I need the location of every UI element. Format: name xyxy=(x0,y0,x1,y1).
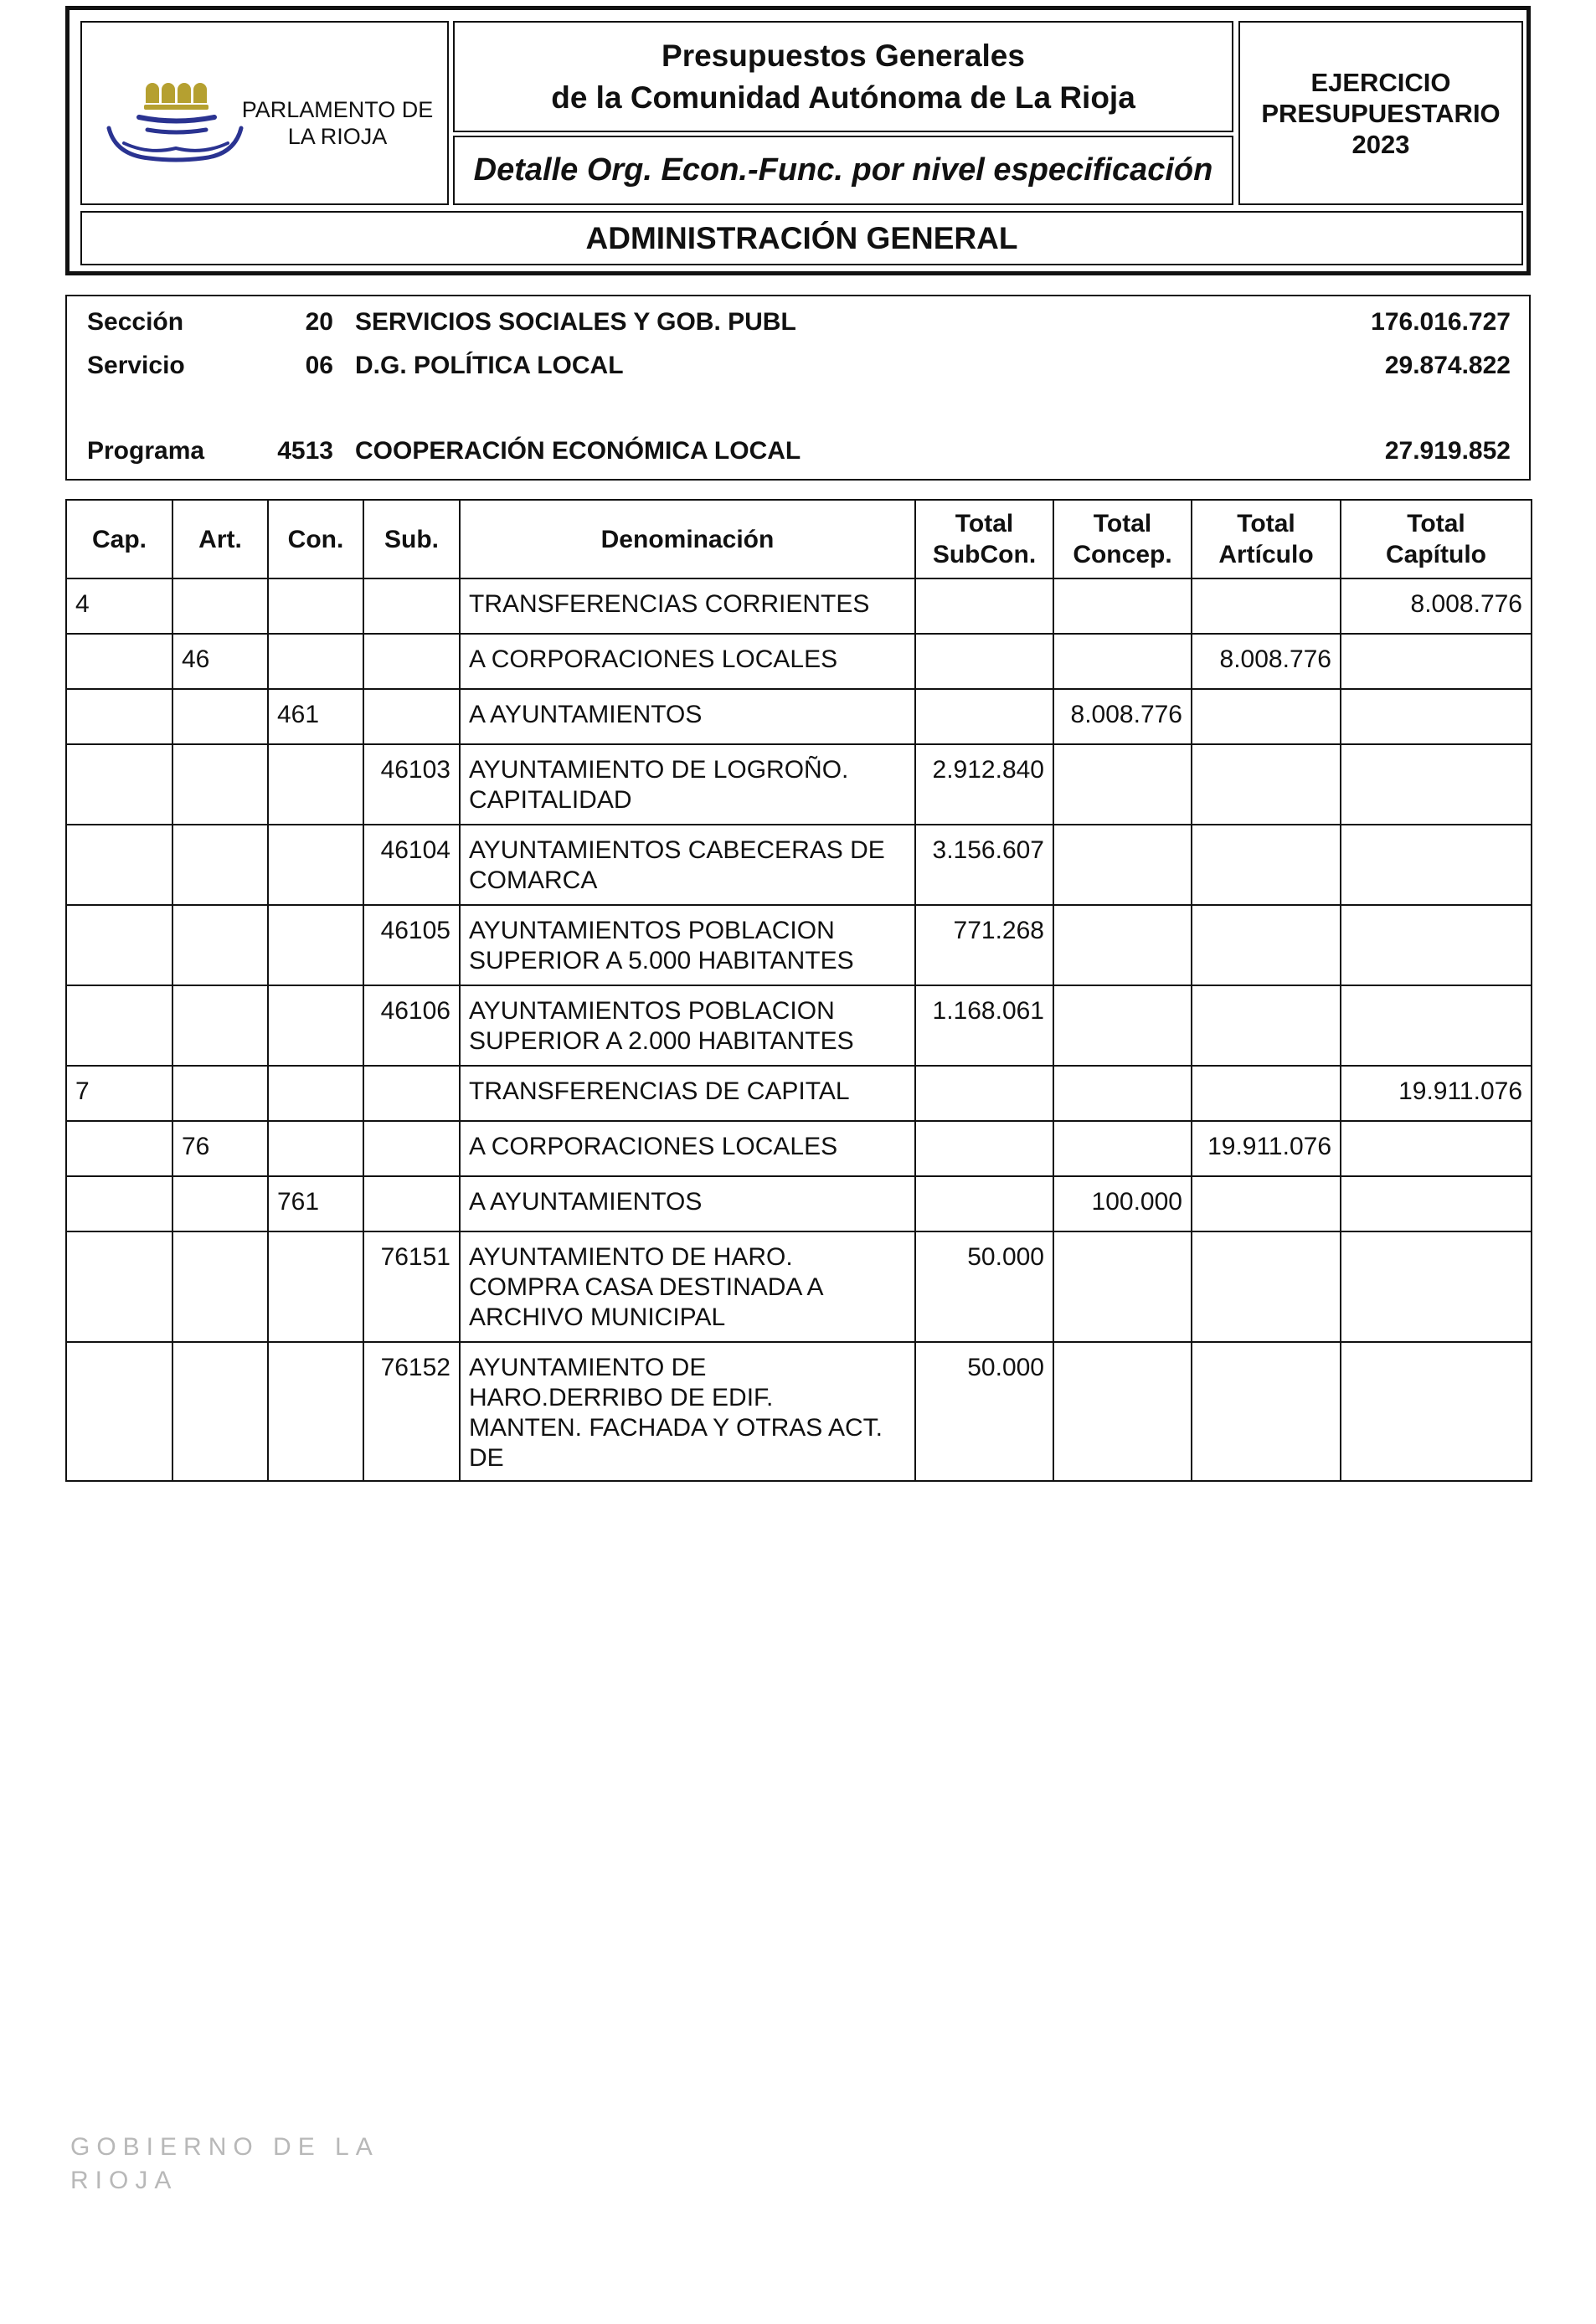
cell-total-capitulo xyxy=(1341,1342,1532,1481)
cell-total-subcon: 50.000 xyxy=(915,1231,1053,1342)
denominacion-line: COMARCA xyxy=(469,866,598,894)
cell-total-concep xyxy=(1053,1342,1192,1481)
cell-con xyxy=(268,578,363,634)
cell-total-articulo xyxy=(1192,689,1341,744)
cell-cap xyxy=(66,1176,172,1231)
denominacion-line: SUPERIOR A 5.000 HABITANTES xyxy=(469,947,854,974)
cell-total-concep xyxy=(1053,825,1192,905)
cell-total-articulo xyxy=(1192,1066,1341,1121)
seccion-code: 20 xyxy=(305,308,333,336)
cell-total-articulo xyxy=(1192,985,1341,1066)
cell-sub: 46106 xyxy=(363,985,460,1066)
cell-total-articulo xyxy=(1192,744,1341,825)
cell-total-concep: 8.008.776 xyxy=(1053,689,1192,744)
header-denominacion: Denominación xyxy=(460,500,915,578)
header-total-subcon-line1: Total xyxy=(955,510,1014,537)
cell-total-capitulo: 19.911.076 xyxy=(1341,1066,1532,1121)
cell-denominacion: A AYUNTAMIENTOS xyxy=(460,689,915,744)
year-line3: 2023 xyxy=(1351,129,1410,159)
denominacion-line: COMPRA CASA DESTINADA A xyxy=(469,1273,824,1301)
header-cap: Cap. xyxy=(66,500,172,578)
header-total-subcon xyxy=(915,500,1053,578)
cell-denominacion: TRANSFERENCIAS CORRIENTES xyxy=(460,578,915,634)
cell-total-subcon: 3.156.607 xyxy=(915,825,1053,905)
denominacion-line: HARO.DERRIBO DE EDIF. xyxy=(469,1384,774,1411)
cell-sub: 76152 xyxy=(363,1342,460,1481)
cell-cap: 4 xyxy=(66,578,172,634)
cell-total-concep xyxy=(1053,634,1192,689)
cell-denominacion: A CORPORACIONES LOCALES xyxy=(460,634,915,689)
year-line1: EJERCICIO xyxy=(1310,67,1451,97)
table-row xyxy=(66,578,1532,634)
header-total-concep xyxy=(1053,500,1192,578)
cell-total-concep xyxy=(1053,744,1192,825)
cell-cap xyxy=(66,985,172,1066)
cell-total-articulo: 8.008.776 xyxy=(1192,634,1341,689)
cell-cap xyxy=(66,689,172,744)
servicio-code: 06 xyxy=(305,352,333,379)
cell-art xyxy=(172,744,268,825)
cell-art xyxy=(172,1066,268,1121)
cell-total-subcon xyxy=(915,1121,1053,1176)
cell-art: 76 xyxy=(172,1121,268,1176)
cell-denominacion xyxy=(460,905,915,985)
cell-sub: 76151 xyxy=(363,1231,460,1342)
cell-con xyxy=(268,825,363,905)
cell-total-articulo xyxy=(1192,1231,1341,1342)
cell-art xyxy=(172,905,268,985)
cell-cap xyxy=(66,825,172,905)
programa-name: COOPERACIÓN ECONÓMICA LOCAL xyxy=(355,437,801,465)
cell-total-articulo xyxy=(1192,905,1341,985)
header-total-concep-line1: Total xyxy=(1093,510,1152,537)
cell-cap xyxy=(66,634,172,689)
header-total-subcon-line2: SubCon. xyxy=(932,541,1037,568)
cell-con xyxy=(268,985,363,1066)
cell-total-concep xyxy=(1053,1231,1192,1342)
cell-con xyxy=(268,1066,363,1121)
document-header xyxy=(65,6,1531,275)
budget-detail-table xyxy=(65,499,1532,1482)
table-row xyxy=(66,985,1532,1066)
cell-total-capitulo xyxy=(1341,634,1532,689)
cell-art: 46 xyxy=(172,634,268,689)
document-title-line1: Presupuestos Generales xyxy=(662,38,1025,73)
denominacion-line: AYUNTAMIENTOS POBLACION xyxy=(469,997,835,1025)
cell-total-articulo xyxy=(1192,825,1341,905)
document-subtitle: Detalle Org. Econ.-Func. por nivel especificación xyxy=(473,152,1213,188)
cell-art xyxy=(172,689,268,744)
denominacion-line: AYUNTAMIENTO DE xyxy=(469,1354,707,1381)
cell-sub xyxy=(363,689,460,744)
header-total-concep-line2: Concep. xyxy=(1073,541,1172,568)
denominacion-line: MANTEN. FACHADA Y OTRAS ACT. xyxy=(469,1414,883,1442)
cell-denominacion xyxy=(460,1231,915,1342)
cell-total-capitulo xyxy=(1341,1121,1532,1176)
seccion-row xyxy=(67,308,1529,342)
cell-denominacion xyxy=(460,825,915,905)
cell-con xyxy=(268,744,363,825)
cell-art xyxy=(172,1231,268,1342)
cell-sub xyxy=(363,578,460,634)
cell-art xyxy=(172,1342,268,1481)
budget-info-box xyxy=(65,295,1531,481)
denominacion-line: SUPERIOR A 2.000 HABITANTES xyxy=(469,1027,854,1055)
admin-title: ADMINISTRACIÓN GENERAL xyxy=(585,220,1018,255)
cell-cap xyxy=(66,1342,172,1481)
cell-total-capitulo xyxy=(1341,905,1532,985)
denominacion-line: AYUNTAMIENTOS POBLACION xyxy=(469,917,835,944)
cell-total-capitulo xyxy=(1341,689,1532,744)
cell-denominacion xyxy=(460,744,915,825)
cell-con xyxy=(268,1342,363,1481)
cell-total-articulo: 19.911.076 xyxy=(1192,1121,1341,1176)
cell-total-subcon: 1.168.061 xyxy=(915,985,1053,1066)
cell-con: 761 xyxy=(268,1176,363,1231)
cell-total-concep xyxy=(1053,985,1192,1066)
seccion-name: SERVICIOS SOCIALES Y GOB. PUBL xyxy=(355,308,796,336)
cell-denominacion: A CORPORACIONES LOCALES xyxy=(460,1121,915,1176)
programa-code: 4513 xyxy=(277,437,333,465)
document-title-line2: de la Comunidad Autónoma de La Rioja xyxy=(551,80,1135,115)
cell-total-concep xyxy=(1053,1066,1192,1121)
cell-cap xyxy=(66,905,172,985)
title-box xyxy=(453,21,1233,132)
programa-label: Programa xyxy=(87,437,205,465)
logo-caption-line2: LA RIOJA xyxy=(287,124,388,149)
table-row xyxy=(66,634,1532,689)
table-row xyxy=(66,905,1532,985)
cell-con xyxy=(268,1121,363,1176)
servicio-row xyxy=(67,352,1529,385)
cell-sub: 46104 xyxy=(363,825,460,905)
cell-total-subcon: 2.912.840 xyxy=(915,744,1053,825)
header-total-articulo-line2: Artículo xyxy=(1218,541,1314,568)
header-sub: Sub. xyxy=(363,500,460,578)
cell-total-concep xyxy=(1053,1121,1192,1176)
table-row xyxy=(66,825,1532,905)
denominacion-line: CAPITALIDAD xyxy=(469,786,632,814)
cell-total-subcon xyxy=(915,578,1053,634)
seccion-label: Sección xyxy=(87,308,184,336)
cell-con: 461 xyxy=(268,689,363,744)
cell-denominacion: TRANSFERENCIAS DE CAPITAL xyxy=(460,1066,915,1121)
table-row xyxy=(66,1066,1532,1121)
denominacion-line: AYUNTAMIENTO DE HARO. xyxy=(469,1243,793,1271)
cell-total-concep: 100.000 xyxy=(1053,1176,1192,1231)
header-con: Con. xyxy=(268,500,363,578)
table-header-row xyxy=(66,500,1532,578)
cell-total-subcon: 771.268 xyxy=(915,905,1053,985)
table-row xyxy=(66,1342,1532,1481)
denominacion-line: DE xyxy=(469,1444,504,1472)
cell-art xyxy=(172,1176,268,1231)
cell-art xyxy=(172,825,268,905)
cell-sub xyxy=(363,634,460,689)
cell-con xyxy=(268,1231,363,1342)
footer-faint-label: GOBIERNO DE LA RIOJA xyxy=(70,2133,378,2194)
admin-title-box xyxy=(80,211,1523,265)
cell-total-capitulo xyxy=(1341,985,1532,1066)
cell-sub xyxy=(363,1121,460,1176)
cell-sub: 46103 xyxy=(363,744,460,825)
cell-con xyxy=(268,905,363,985)
footer-faint-text xyxy=(70,2131,422,2194)
parlamento-logo-icon xyxy=(99,71,237,176)
cell-total-capitulo: 8.008.776 xyxy=(1341,578,1532,634)
cell-art xyxy=(172,578,268,634)
cell-cap xyxy=(66,744,172,825)
seccion-amount: 176.016.727 xyxy=(1371,308,1511,336)
cell-total-capitulo xyxy=(1341,744,1532,825)
header-total-capitulo xyxy=(1341,500,1532,578)
table-row xyxy=(66,1176,1532,1231)
subtitle-box xyxy=(453,136,1233,205)
cell-total-capitulo xyxy=(1341,825,1532,905)
header-total-capitulo-line2: Capítulo xyxy=(1386,541,1486,568)
servicio-name: D.G. POLÍTICA LOCAL xyxy=(355,352,624,379)
cell-total-articulo xyxy=(1192,1342,1341,1481)
cell-art xyxy=(172,985,268,1066)
table-row xyxy=(66,689,1532,744)
cell-total-subcon: 50.000 xyxy=(915,1342,1053,1481)
logo-caption-line1: PARLAMENTO DE xyxy=(241,97,434,122)
cell-total-subcon xyxy=(915,634,1053,689)
cell-cap: 7 xyxy=(66,1066,172,1121)
year-line2: PRESUPUESTARIO xyxy=(1261,98,1501,128)
header-total-capitulo-line1: Total xyxy=(1407,510,1465,537)
cell-total-subcon xyxy=(915,689,1053,744)
denominacion-line: AYUNTAMIENTO DE LOGROÑO. xyxy=(469,756,849,784)
programa-amount: 27.919.852 xyxy=(1384,437,1511,465)
logo-box xyxy=(80,21,449,205)
table-row xyxy=(66,1121,1532,1176)
programa-row xyxy=(67,437,1529,470)
header-total-articulo xyxy=(1192,500,1341,578)
denominacion-line: AYUNTAMIENTOS CABECERAS DE xyxy=(469,836,885,864)
denominacion-line: ARCHIVO MUNICIPAL xyxy=(469,1303,726,1331)
header-art: Art. xyxy=(172,500,268,578)
cell-sub xyxy=(363,1066,460,1121)
cell-denominacion xyxy=(460,1342,915,1481)
cell-total-concep xyxy=(1053,578,1192,634)
fiscal-year-box xyxy=(1238,21,1523,205)
cell-total-subcon xyxy=(915,1066,1053,1121)
servicio-amount: 29.874.822 xyxy=(1384,352,1511,379)
cell-cap xyxy=(66,1231,172,1342)
cell-total-concep xyxy=(1053,905,1192,985)
table-row xyxy=(66,744,1532,825)
cell-total-articulo xyxy=(1192,1176,1341,1231)
cell-total-subcon xyxy=(915,1176,1053,1231)
cell-total-capitulo xyxy=(1341,1176,1532,1231)
cell-denominacion xyxy=(460,985,915,1066)
cell-total-articulo xyxy=(1192,578,1341,634)
header-total-articulo-line1: Total xyxy=(1237,510,1295,537)
cell-denominacion: A AYUNTAMIENTOS xyxy=(460,1176,915,1231)
cell-sub xyxy=(363,1176,460,1231)
servicio-label: Servicio xyxy=(87,352,185,379)
cell-total-capitulo xyxy=(1341,1231,1532,1342)
cell-sub: 46105 xyxy=(363,905,460,985)
logo-caption xyxy=(229,96,446,150)
cell-cap xyxy=(66,1121,172,1176)
cell-con xyxy=(268,634,363,689)
table-row xyxy=(66,1231,1532,1342)
